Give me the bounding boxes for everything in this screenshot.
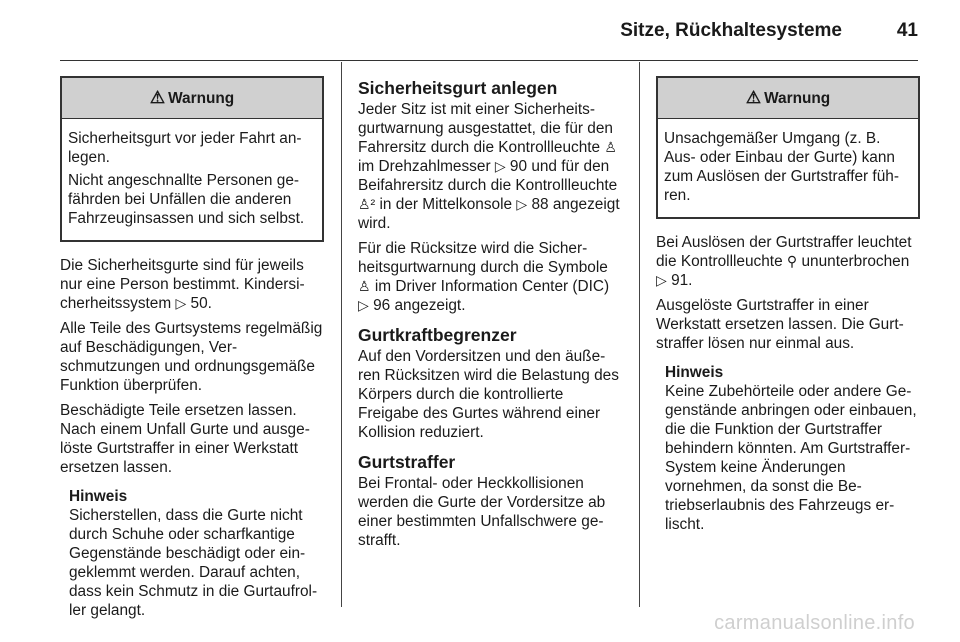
note-title: Hinweis: [665, 364, 724, 381]
column-3: [656, 76, 920, 534]
paragraph: Bei Frontal- oder Heckkollisionen werden die Gurte der Vordersitze ab einer bestimmten Unfallschwere gestrafft.: [358, 475, 606, 549]
page-reference[interactable]: 50.: [190, 295, 212, 312]
reference-arrow-icon: ▷: [494, 158, 506, 174]
seatbelt-reminder-icon: ♙: [604, 139, 617, 155]
column-1: [60, 76, 324, 620]
warning-header: [658, 78, 918, 119]
paragraph: Alle Teile des Gurtsystems regelmäßig auf Beschädigungen, Verschmutzungen und ordnungsgemäße Funktion überprüfen.: [60, 320, 323, 394]
airbag-pretensioner-icon: ⚲: [786, 253, 798, 269]
page-reference[interactable]: 91.: [671, 272, 693, 289]
warning-body: [658, 119, 918, 217]
header-rule: [60, 60, 918, 61]
warning-box: [656, 76, 920, 219]
note-block: [656, 363, 920, 534]
paragraph: Auf den Vordersitzen und den äußeren Rücksitzen wird die Belastung des Körpers durch die kontrollierte Freigabe des Gurtes während einer Kollision reduziert.: [358, 348, 619, 441]
warning-text: Nicht angeschnallte Personen gefährden bei Unfällen die anderen Fahrzeuginsassen und sich selbst.: [68, 172, 305, 227]
reference-arrow-icon: ▷: [656, 272, 667, 288]
paragraph-text: den Beifahrersitz durch die Kontrollleuchte: [358, 158, 618, 194]
paragraph: [60, 256, 324, 313]
section-heading: Sicherheitsgurt anlegen: [358, 78, 558, 98]
warning-triangle-icon: ⚠: [745, 88, 762, 107]
paragraph-text: im Drehzahlmesser: [358, 158, 491, 175]
note-title: Hinweis: [69, 488, 128, 505]
paragraph-text: ununterbrochen: [801, 253, 910, 270]
section-heading: Gurtstraffer: [358, 452, 456, 472]
paragraph-text: im Driver Information Center (DIC): [374, 278, 610, 295]
warning-text: Unsachgemäßer Umgang (z. B. Aus- oder Einbau der Gurte) kann zum Auslösen der Gurtstraffer führen.: [664, 130, 899, 204]
reference-arrow-icon: ▷: [358, 297, 369, 313]
note-text: Keine Zubehörteile oder andere Gegenstände anbringen oder einbauen, die die Funktion der Gurtstraffer behindern könnten. Am Gurtstraffer-System keine Änderungen vornehmen, da sonst die Betriebserlaubnis des Fahrzeugs erlischt.: [665, 383, 917, 533]
paragraph: [358, 239, 622, 315]
page-number: 41: [896, 20, 918, 41]
warning-box: [60, 76, 324, 242]
passenger-seatbelt-icon: ♙²: [358, 196, 376, 212]
reference-arrow-icon: ▷: [175, 295, 187, 311]
warning-body: [62, 119, 322, 240]
paragraph-text: Die Sicherheitsgurte sind für jeweils nur eine Person bestimmt. Kindersicherheitssystem: [60, 257, 305, 312]
seatbelt-reminder-icon: ♙: [358, 278, 371, 294]
paragraph-text: Bei Auslösen der Gurtstraffer leuchtet die Kontrollleuchte: [656, 234, 912, 270]
page-reference[interactable]: 88 angezeigt wird.: [358, 196, 620, 232]
paragraph-text: Für die Rücksitze wird die Sicherheitsgurtwarnung durch die Symbole: [358, 240, 608, 276]
column-divider-2: [639, 62, 640, 607]
warning-title: Warnung: [168, 90, 235, 107]
note-text: Sicherstellen, dass die Gurte nicht durch Schuhe oder scharfkantige Gegenstände beschädigt oder eingeklemmt werden. Darauf achten, dass kein Schmutz in die Gurtaufroller gelangt.: [69, 507, 318, 619]
paragraph: [358, 100, 622, 233]
paragraph: [656, 233, 920, 290]
section-heading: Gurtkraftbegrenzer: [358, 325, 517, 345]
page-title: Sitze, Rückhaltesysteme: [620, 20, 842, 41]
page-reference[interactable]: 90 und für: [509, 158, 580, 175]
paragraph-text: in der Mittelkonsole: [379, 196, 513, 213]
reference-arrow-icon: ▷: [516, 196, 528, 212]
column-2: [358, 78, 622, 556]
warning-text: Sicherheitsgurt vor jeder Fahrt anlegen.: [68, 130, 302, 166]
note-block: [60, 487, 324, 620]
warning-triangle-icon: ⚠: [149, 88, 166, 107]
paragraph: Ausgelöste Gurtstraffer in einer Werkstatt ersetzen lassen. Die Gurtstraffer lösen nur einmal aus.: [656, 297, 904, 352]
watermark: carmanualsonline.info: [714, 612, 915, 634]
warning-title: Warnung: [764, 90, 831, 107]
paragraph-text: Jeder Sitz ist mit einer Sicherheitsgurtwarnung ausgestattet, die für den Fahrersitz durch die Kontrollleuchte: [358, 101, 613, 156]
page-reference[interactable]: 96 angezeigt.: [373, 297, 466, 314]
warning-header: [62, 78, 322, 119]
paragraph: Beschädigte Teile ersetzen lassen. Nach einem Unfall Gurte und ausgelöste Gurtstraffer in einer Werkstatt ersetzen lassen.: [60, 402, 310, 476]
column-divider-1: [341, 62, 342, 607]
